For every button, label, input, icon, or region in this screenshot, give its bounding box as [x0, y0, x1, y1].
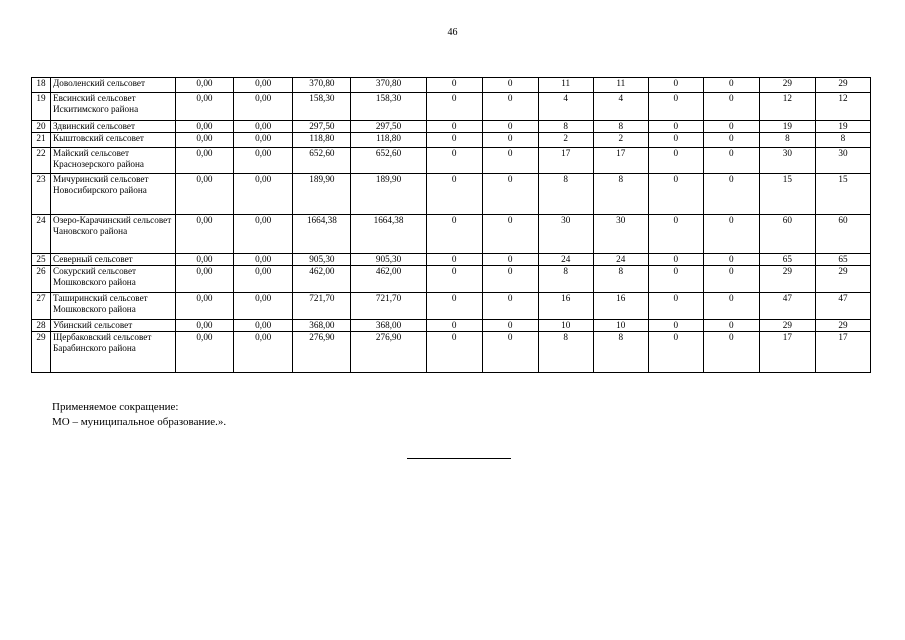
value-cell: 0: [703, 266, 759, 293]
table-row: [32, 148, 871, 174]
row-number: 19: [32, 93, 51, 121]
value-cell: 297,50: [351, 121, 426, 133]
value-cell: 0: [703, 293, 759, 320]
value-cell: 12: [759, 93, 815, 121]
value-cell: 10: [538, 320, 593, 332]
abbreviation-heading: Применяемое сокращение:: [52, 401, 179, 413]
value-cell: 0,00: [234, 174, 293, 215]
value-cell: 905,30: [351, 254, 426, 266]
value-cell: 0: [648, 78, 703, 93]
value-cell: 0,00: [234, 78, 293, 93]
value-cell: 29: [815, 78, 870, 93]
value-cell: 8: [538, 266, 593, 293]
value-cell: 30: [593, 215, 648, 254]
value-cell: 0: [426, 78, 482, 93]
value-cell: 29: [815, 266, 870, 293]
value-cell: 0: [648, 174, 703, 215]
value-cell: 276,90: [293, 332, 351, 373]
value-cell: 276,90: [351, 332, 426, 373]
value-cell: 0: [703, 254, 759, 266]
value-cell: 8: [538, 174, 593, 215]
value-cell: 29: [759, 78, 815, 93]
value-cell: 0: [703, 121, 759, 133]
value-cell: 0: [703, 78, 759, 93]
value-cell: 29: [759, 266, 815, 293]
value-cell: 0,00: [175, 266, 233, 293]
value-cell: 0: [648, 266, 703, 293]
value-cell: 0: [648, 320, 703, 332]
value-cell: 0: [703, 133, 759, 148]
value-cell: 189,90: [351, 174, 426, 215]
value-cell: 0: [482, 266, 538, 293]
page-number: 46: [447, 27, 458, 38]
value-cell: 462,00: [293, 266, 351, 293]
table-row: [32, 266, 871, 293]
value-cell: 8: [593, 174, 648, 215]
value-cell: 4: [593, 93, 648, 121]
value-cell: 0: [648, 254, 703, 266]
value-cell: 0,00: [175, 293, 233, 320]
value-cell: 189,90: [293, 174, 351, 215]
value-cell: 29: [759, 320, 815, 332]
value-cell: 905,30: [293, 254, 351, 266]
value-cell: 1664,38: [351, 215, 426, 254]
value-cell: 8: [538, 332, 593, 373]
closing-rule: [407, 458, 511, 459]
value-cell: 0,00: [234, 293, 293, 320]
value-cell: 65: [759, 254, 815, 266]
value-cell: 11: [538, 78, 593, 93]
value-cell: 0: [703, 215, 759, 254]
value-cell: 0,00: [234, 254, 293, 266]
value-cell: 0: [482, 332, 538, 373]
value-cell: 158,30: [293, 93, 351, 121]
value-cell: 0: [482, 78, 538, 93]
value-cell: 158,30: [351, 93, 426, 121]
value-cell: 12: [815, 93, 870, 121]
row-number: 28: [32, 320, 51, 332]
value-cell: 0,00: [175, 215, 233, 254]
value-cell: 0: [482, 215, 538, 254]
row-number: 20: [32, 121, 51, 133]
municipality-name: Здвинский сельсовет: [51, 121, 176, 133]
value-cell: 0,00: [234, 121, 293, 133]
table-row: [32, 254, 871, 266]
value-cell: 0,00: [234, 332, 293, 373]
value-cell: 0: [703, 332, 759, 373]
value-cell: 0: [648, 133, 703, 148]
value-cell: 8: [538, 121, 593, 133]
value-cell: 17: [538, 148, 593, 174]
value-cell: 4: [538, 93, 593, 121]
value-cell: 8: [593, 266, 648, 293]
value-cell: 370,80: [293, 78, 351, 93]
value-cell: 1664,38: [293, 215, 351, 254]
row-number: 24: [32, 215, 51, 254]
value-cell: 0: [482, 254, 538, 266]
value-cell: 0,00: [175, 148, 233, 174]
value-cell: 19: [815, 121, 870, 133]
municipality-name: Евсинский сельсовет Искитимского района: [51, 93, 176, 121]
value-cell: 0,00: [175, 332, 233, 373]
value-cell: 0: [426, 133, 482, 148]
table-row: [32, 320, 871, 332]
value-cell: 29: [815, 320, 870, 332]
value-cell: 0,00: [175, 320, 233, 332]
value-cell: 17: [593, 148, 648, 174]
value-cell: 0: [648, 148, 703, 174]
value-cell: 0: [426, 293, 482, 320]
value-cell: 0: [426, 174, 482, 215]
table-row: [32, 332, 871, 373]
value-cell: 24: [538, 254, 593, 266]
value-cell: 60: [815, 215, 870, 254]
value-cell: 0,00: [234, 133, 293, 148]
municipality-name: Сокурский сельсовет Мошковского района: [51, 266, 176, 293]
value-cell: 0: [482, 133, 538, 148]
row-number: 21: [32, 133, 51, 148]
table-row: [32, 174, 871, 215]
row-number: 18: [32, 78, 51, 93]
value-cell: 15: [815, 174, 870, 215]
value-cell: 0: [648, 332, 703, 373]
municipality-name: Щербаковский сельсовет Барабинского района: [51, 332, 176, 373]
value-cell: 0,00: [175, 121, 233, 133]
value-cell: 462,00: [351, 266, 426, 293]
value-cell: 721,70: [351, 293, 426, 320]
row-number: 29: [32, 332, 51, 373]
value-cell: 721,70: [293, 293, 351, 320]
value-cell: 0: [648, 293, 703, 320]
value-cell: 2: [593, 133, 648, 148]
municipality-name: Кыштовский сельсовет: [51, 133, 176, 148]
row-number: 22: [32, 148, 51, 174]
municipality-name: Доволенский сельсовет: [51, 78, 176, 93]
value-cell: 0: [426, 320, 482, 332]
table-row: [32, 121, 871, 133]
value-cell: 0: [426, 332, 482, 373]
value-cell: 8: [593, 332, 648, 373]
value-cell: 30: [759, 148, 815, 174]
value-cell: 0: [703, 148, 759, 174]
value-cell: 16: [593, 293, 648, 320]
value-cell: 0: [482, 320, 538, 332]
value-cell: 0,00: [175, 133, 233, 148]
value-cell: 297,50: [293, 121, 351, 133]
value-cell: 0: [426, 254, 482, 266]
value-cell: 0: [648, 121, 703, 133]
value-cell: 0: [482, 121, 538, 133]
value-cell: 0: [426, 121, 482, 133]
municipality-name: Озеро-Карачинский сельсовет Чановского района: [51, 215, 176, 254]
value-cell: 24: [593, 254, 648, 266]
value-cell: 0: [426, 215, 482, 254]
value-cell: 16: [538, 293, 593, 320]
row-number: 25: [32, 254, 51, 266]
value-cell: 0: [482, 293, 538, 320]
value-cell: 8: [759, 133, 815, 148]
value-cell: 0: [648, 93, 703, 121]
value-cell: 17: [815, 332, 870, 373]
value-cell: 0,00: [175, 78, 233, 93]
value-cell: 0: [482, 93, 538, 121]
value-cell: 8: [593, 121, 648, 133]
value-cell: 47: [815, 293, 870, 320]
value-cell: 652,60: [351, 148, 426, 174]
value-cell: 11: [593, 78, 648, 93]
table-row: [32, 215, 871, 254]
value-cell: 652,60: [293, 148, 351, 174]
value-cell: 65: [815, 254, 870, 266]
value-cell: 0,00: [175, 254, 233, 266]
value-cell: 0,00: [234, 215, 293, 254]
value-cell: 2: [538, 133, 593, 148]
municipality-name: Таширинский сельсовет Мошковского района: [51, 293, 176, 320]
value-cell: 118,80: [293, 133, 351, 148]
value-cell: 0,00: [234, 148, 293, 174]
value-cell: 0,00: [234, 320, 293, 332]
value-cell: 0: [648, 215, 703, 254]
value-cell: 0: [703, 320, 759, 332]
municipality-name: Майский сельсовет Краснозерского района: [51, 148, 176, 174]
value-cell: 0: [426, 266, 482, 293]
value-cell: 60: [759, 215, 815, 254]
data-table: [31, 77, 871, 373]
value-cell: 368,00: [351, 320, 426, 332]
abbreviation-definition: МО – муниципальное образование.».: [52, 416, 227, 428]
value-cell: 30: [815, 148, 870, 174]
value-cell: 0: [482, 148, 538, 174]
municipality-name: Мичуринский сельсовет Новосибирского района: [51, 174, 176, 215]
value-cell: 0: [426, 93, 482, 121]
value-cell: 0: [426, 148, 482, 174]
value-cell: 19: [759, 121, 815, 133]
value-cell: 118,80: [351, 133, 426, 148]
value-cell: 0: [703, 174, 759, 215]
municipality-name: Северный сельсовет: [51, 254, 176, 266]
value-cell: 8: [815, 133, 870, 148]
value-cell: 368,00: [293, 320, 351, 332]
value-cell: 0: [482, 174, 538, 215]
value-cell: 0: [703, 93, 759, 121]
row-number: 23: [32, 174, 51, 215]
value-cell: 15: [759, 174, 815, 215]
row-number: 26: [32, 266, 51, 293]
value-cell: 47: [759, 293, 815, 320]
municipality-name: Убинский сельсовет: [51, 320, 176, 332]
row-number: 27: [32, 293, 51, 320]
table-row: [32, 93, 871, 121]
table-row: [32, 293, 871, 320]
value-cell: 0,00: [234, 266, 293, 293]
value-cell: 0,00: [234, 93, 293, 121]
table-row: [32, 78, 871, 93]
value-cell: 10: [593, 320, 648, 332]
table-row: [32, 133, 871, 148]
value-cell: 370,80: [351, 78, 426, 93]
value-cell: 0,00: [175, 93, 233, 121]
value-cell: 17: [759, 332, 815, 373]
value-cell: 30: [538, 215, 593, 254]
value-cell: 0,00: [175, 174, 233, 215]
